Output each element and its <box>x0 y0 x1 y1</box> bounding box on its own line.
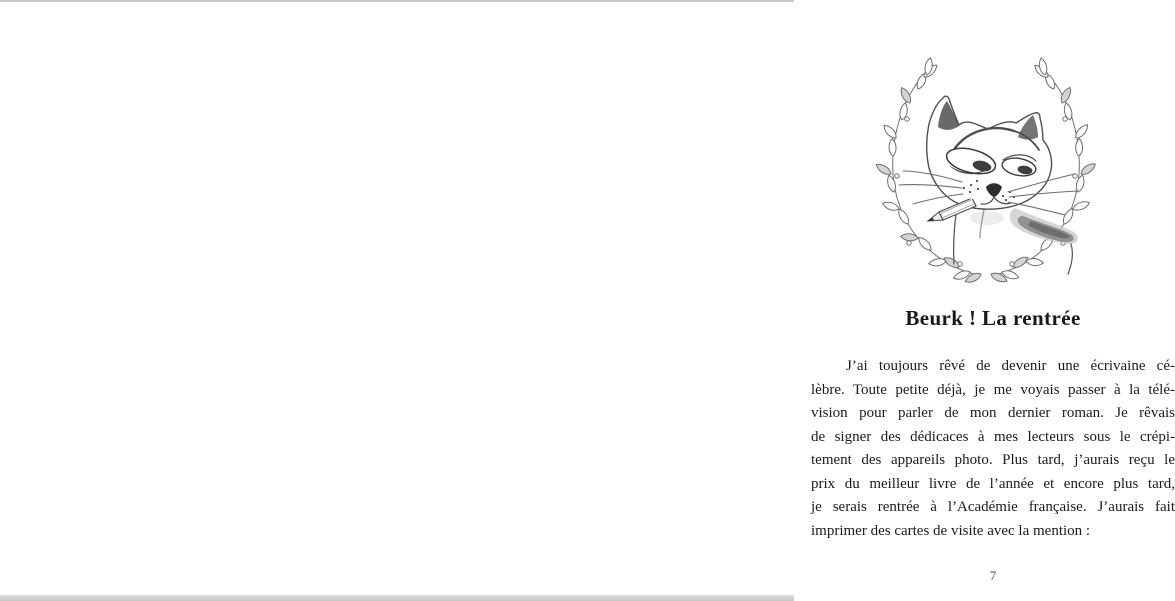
paragraph-line: imprimer des cartes de visite avec la mention : <box>811 522 1091 539</box>
cat-laurel-illustration <box>867 68 1107 280</box>
chapter-title: Beurk ! La rentrée <box>905 306 1081 330</box>
neck-left-line <box>954 208 957 264</box>
paragraph-line: de signer des dédicaces à mes lecteurs sous le crépi- <box>811 428 1175 445</box>
bottom-edge-bar <box>0 595 794 601</box>
neck-shading <box>970 208 1078 244</box>
pencil <box>928 198 976 221</box>
paragraph-line: tement des appareils photo. Plus tard, j’aurais reçu le <box>811 452 1175 468</box>
paragraph-line: prix du meilleur livre de l’année et encore plus tard, <box>811 475 1175 492</box>
muzzle-pad <box>961 181 985 199</box>
page-number: 7 <box>989 568 997 583</box>
paragraph-line: vision pour parler de mon dernier roman. Je rêvais <box>811 405 1175 421</box>
paragraph-line: je serais rentrée à l’Académie française. J’aurais fait <box>811 499 1175 515</box>
chapter-paragraph <box>811 355 1175 543</box>
paragraph-line: lèbre. Toute petite déjà, je me voyais passer à la télé- <box>811 381 1175 398</box>
left-page-blank <box>0 2 397 595</box>
right-page <box>397 2 1175 595</box>
paragraph-line: J’ai toujours rêvé de devenir une écrivaine cé- <box>846 358 1175 374</box>
body-right-line <box>1068 244 1072 274</box>
